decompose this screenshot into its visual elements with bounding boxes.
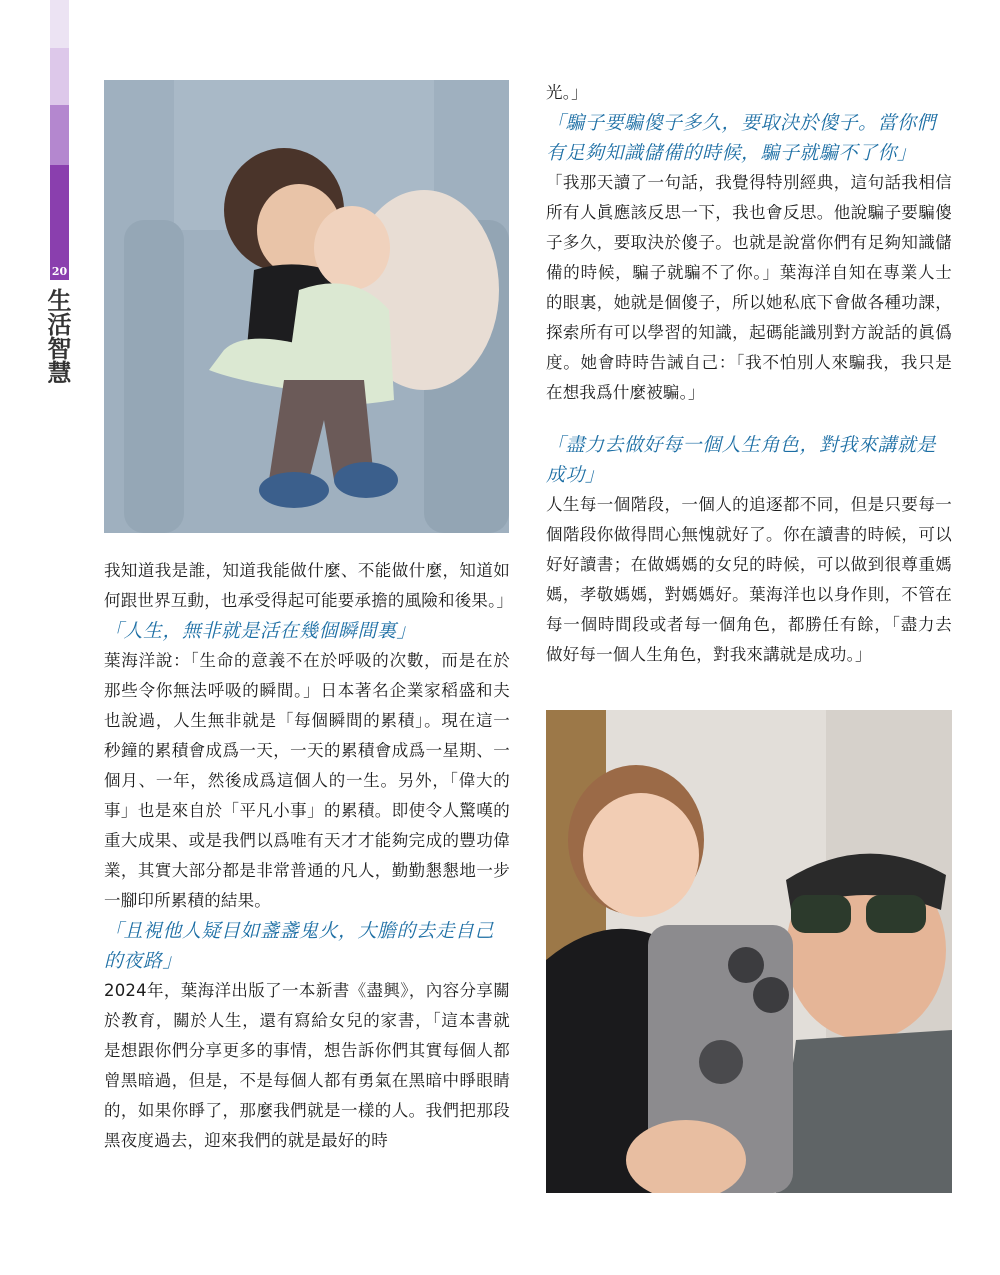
right-text-column: [546, 78, 952, 670]
side-color-bar-2: [50, 48, 69, 105]
left-paragraph-3: 2024年，葉海洋出版了一本新書《盡興》，內容分享關於教育，關於人生，還有寫給女兒的家書，「這本書就是想跟你們分享更多的事情，想告訴你們其實每個人都曾黑暗過，但是，不是每個人都有勇氣在黑暗中睜眼睛的，如果你睜了，那麼我們就是一樣的人。我們把那段黑夜度過去，迎來我們的就是最好的時: [104, 981, 510, 1150]
photo-children-on-armchair: [104, 80, 509, 533]
side-color-bar-3: [50, 105, 69, 165]
left-heading-1: 「人生，無非就是活在幾個瞬間裏」: [104, 620, 417, 642]
page-number: 20: [51, 265, 68, 278]
photo-mirror-selfie-with-child: [546, 710, 952, 1193]
right-heading-1: 「騙子要騙傻子多久，要取決於傻子。當你們有足夠知識儲備的時候，騙子就騙不了你」: [546, 112, 937, 164]
right-paragraph-2: 「我那天讀了一句話，我覺得特別經典，這句話我相信所有人眞應該反思一下，我也會反思。他說騙子要騙傻子多久，要取決於傻子。也就是說當你們有足夠知識儲備的時候，騙子就騙不了你。」葉海洋自知在專業人士的眼裏，她就是個傻子，所以她私底下會做各種功課，探索所有可以學習的知識，起碼能識別對方說話的眞僞度。她會時時告誡自己：「我不怕別人來騙我，我只是在想我爲什麼被騙。」: [546, 173, 952, 402]
side-color-bar-4: [50, 165, 69, 263]
paragraph-gap: [546, 408, 952, 430]
right-heading-2: 「盡力去做好每一個人生角色，對我來講就是成功」: [546, 434, 937, 486]
left-heading-2: 「且視他人疑目如盞盞鬼火，大膽的去走自己的夜路」: [104, 920, 495, 972]
left-text-column: [104, 556, 514, 1156]
right-paragraph-3: 人生每一個階段，一個人的追逐都不同，但是只要每一個階段你做得問心無愧就好了。你在讀書的時候，可以好好讀書；在做媽媽的女兒的時候，可以做到很尊重媽媽，孝敬媽媽，對媽媽好。葉海洋也以身作則，不管在每一個時間段或者每一個角色，都勝任有餘，「盡力去做好每一個人生角色，對我來講就是成功。」: [546, 495, 952, 664]
left-paragraph-1: 我知道我是誰，知道我能做什麼、不能做什麼，知道如何跟世界互動，也承受得起可能要承擔的風險和後果。」: [104, 561, 514, 610]
side-color-bar-1: [50, 0, 69, 48]
section-label: 生活智慧: [43, 288, 72, 384]
right-paragraph-1: 光。」: [546, 83, 588, 102]
left-paragraph-2: 葉海洋說：「生命的意義不在於呼吸的次數，而是在於那些令你無法呼吸的瞬間。」日本著名企業家稻盛和夫也說過，人生無非就是「每個瞬間的累積」。現在這一秒鐘的累積會成爲一天，一天的累積會成爲一星期、一個月、一年，然後成爲這個人的一生。另外，「偉大的事」也是來自於「平凡小事」的累積。即使令人驚嘆的重大成果、或是我們以爲唯有天才才能夠完成的豐功偉業，其實大部分都是非常普通的凡人，勤勤懇懇地一步一腳印所累積的結果。: [104, 651, 510, 910]
